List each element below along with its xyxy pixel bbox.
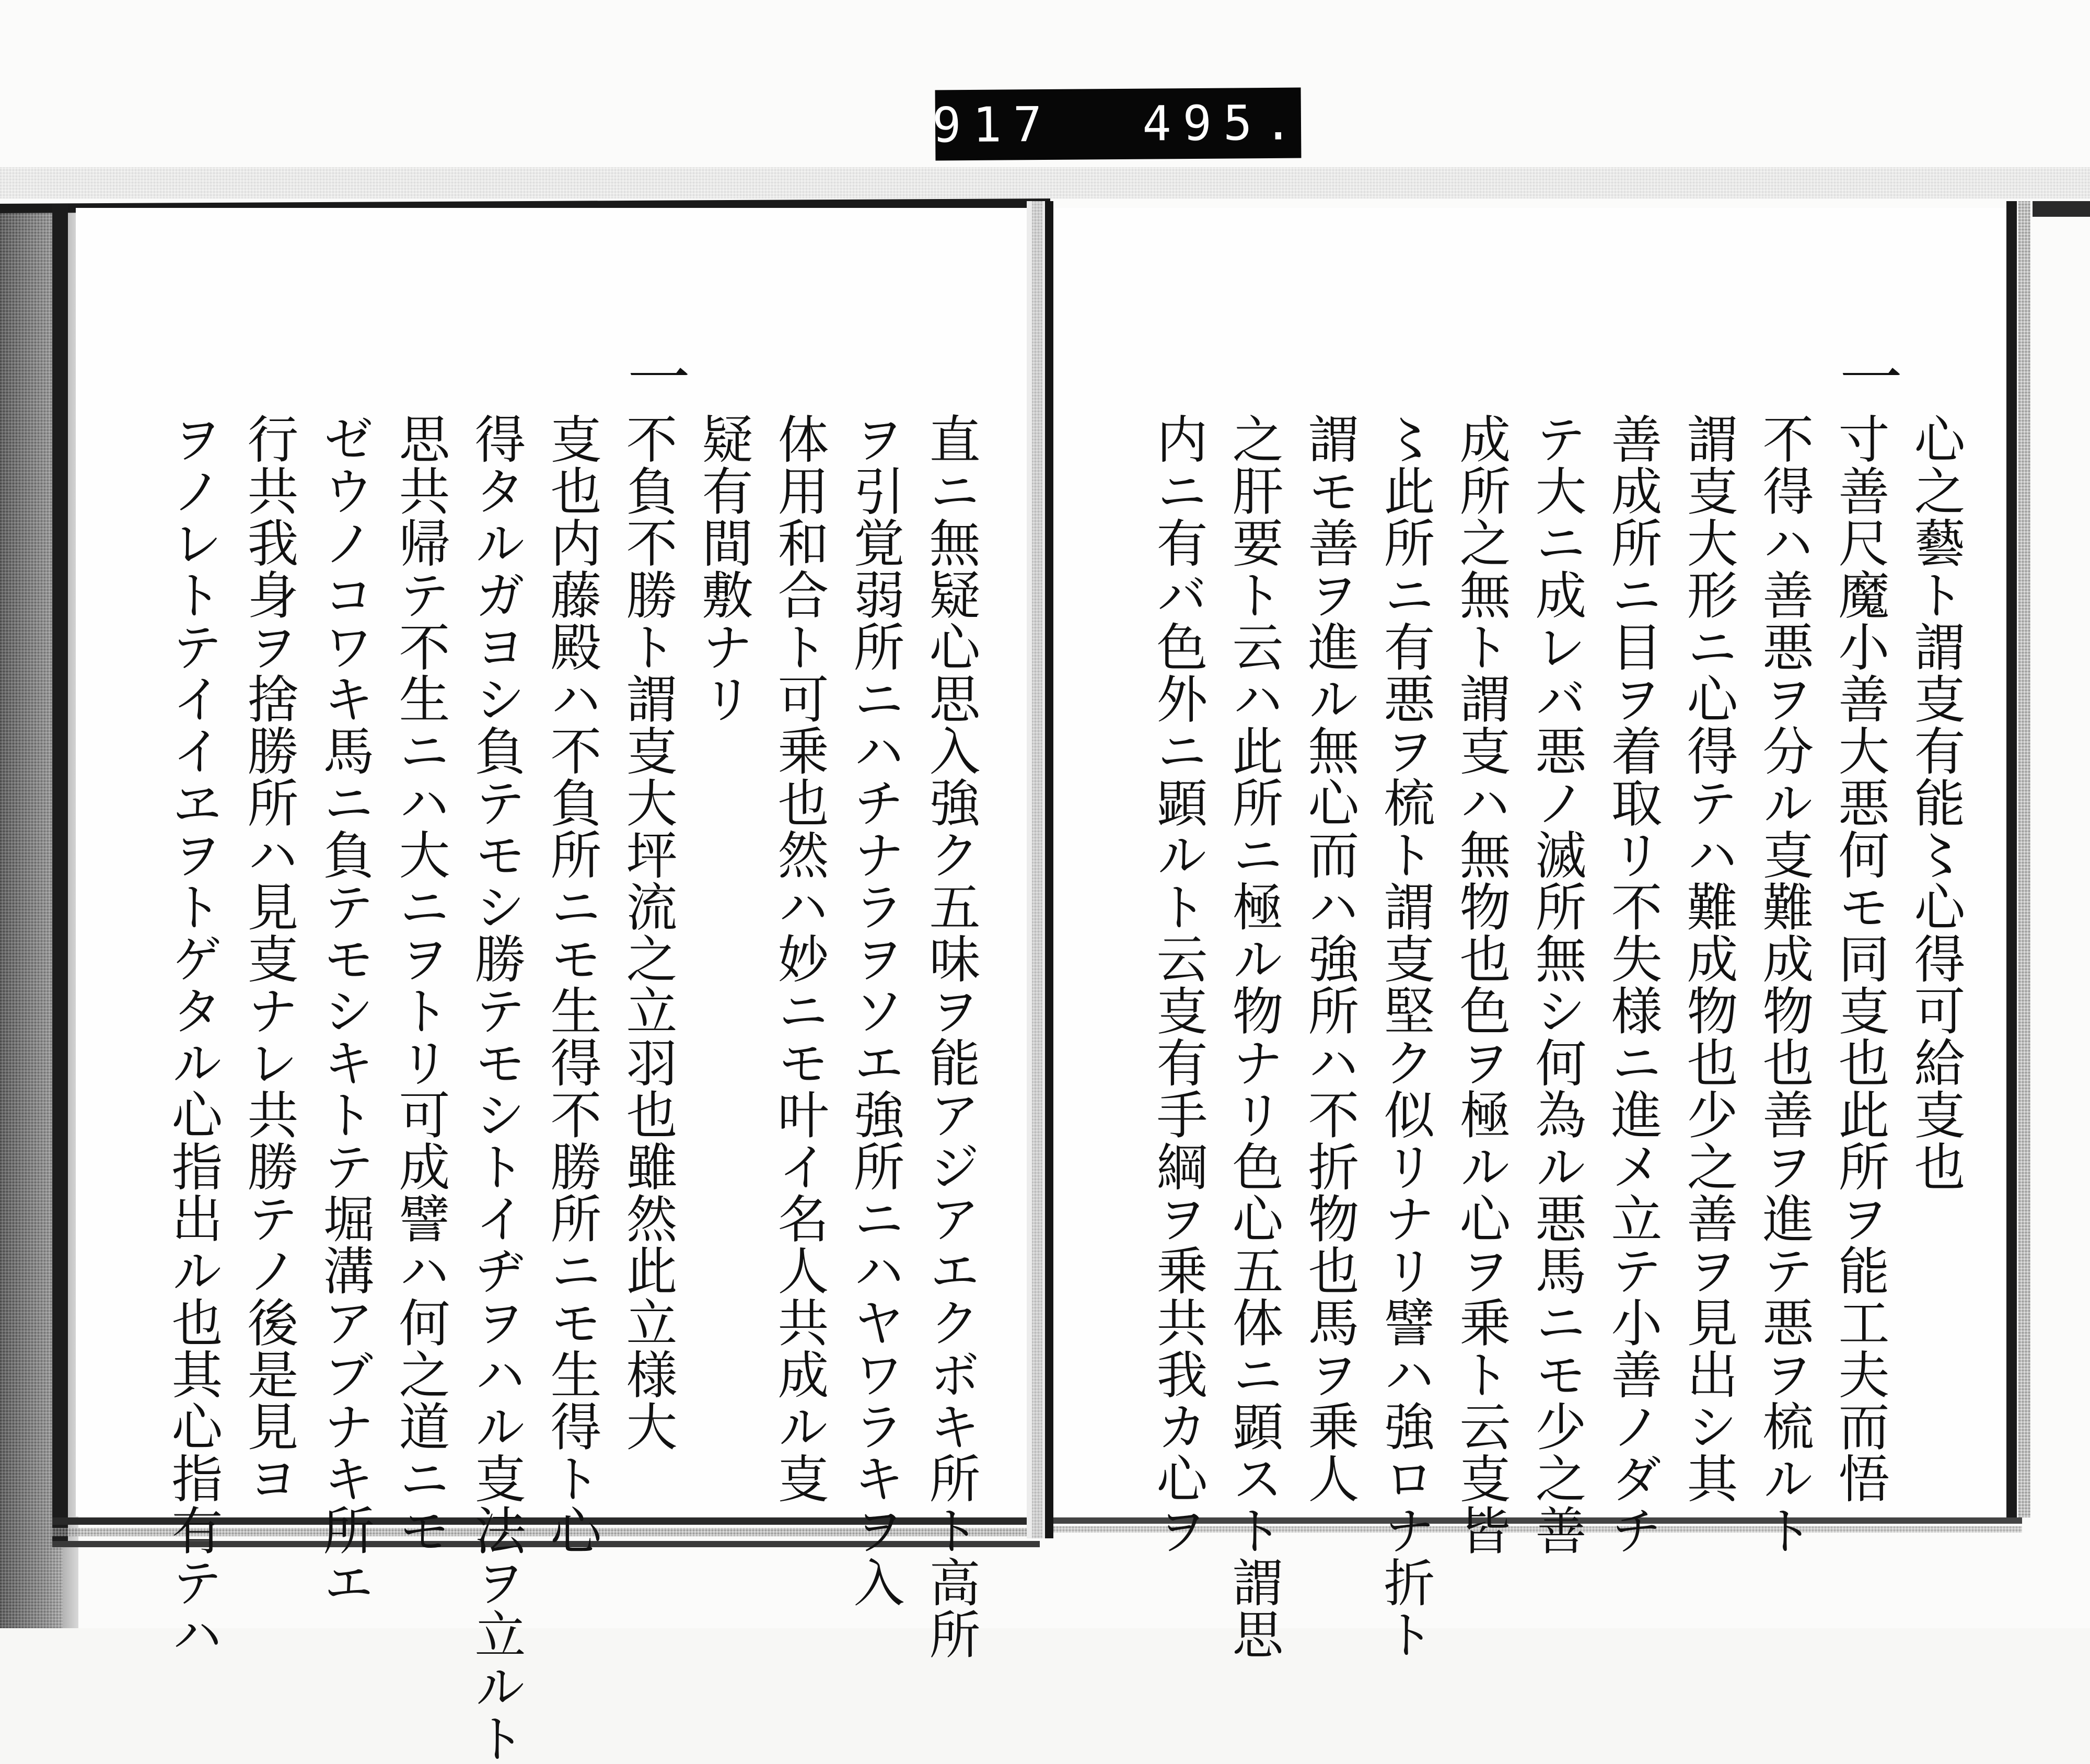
left-cover-edge xyxy=(52,204,68,1541)
text-line: 疑有間敷ナリ xyxy=(693,413,753,725)
text-line: 得タルガヨシ負テモシ勝テモシトイヂヲハル㕝法ヲ立ルト xyxy=(466,413,526,1764)
text-line: 謂㕝大形ニ心得テハ難成物也少之善ヲ見出シ其 xyxy=(1678,413,1738,1504)
text-line: ゼウノコワキ馬ニ負テモシキトテ堀溝アブナキ所エ xyxy=(315,413,374,1608)
text-line: 謂モ善ヲ進ル無心而ハ強所ハ不折物也馬ヲ乗人 xyxy=(1299,413,1359,1504)
frame-number: 495. xyxy=(1142,95,1305,152)
item-marker: 一 xyxy=(617,345,690,407)
text-line: 成所之無ト謂㕝ハ無物也色ヲ極ル心ヲ乗ト云㕝皆 xyxy=(1451,413,1511,1556)
text-line: ヲノレトテイイヱヲトゲタル心指出ル也其心指有テハ xyxy=(163,413,223,1660)
text-line: 㕝也内藤殿ハ不負所ニモ生得不勝所ニモ生得ト心 xyxy=(542,413,601,1556)
text-line: 不得ハ善悪ヲ分ル㕝難成物也善ヲ進テ悪ヲ梳ルト xyxy=(1754,413,1814,1556)
text-line: 不負不勝ト謂㕝大坪流之立羽也雖然此立様大 xyxy=(618,413,677,1452)
left-page xyxy=(76,204,1032,1764)
microfilm-label-tag xyxy=(932,88,1305,161)
text-line: テ大ニ成レバ悪ノ滅所無シ何為ル悪馬ニモ少之善 xyxy=(1527,413,1586,1556)
text-line: 寸善尺魔小善大悪何モ同㕝也此所ヲ能工夫而悟 xyxy=(1830,413,1889,1504)
text-line: ヲ引覚弱所ニハチナラヲソエ強所ニハヤワラキヲ入 xyxy=(845,413,904,1608)
text-line: 〻此所ニ有悪ヲ梳ト謂㕝堅ク似リナリ譬ハ強ロナ折ト xyxy=(1375,413,1435,1660)
right-page xyxy=(1050,204,2012,1660)
item-marker: 一 xyxy=(1829,345,1902,407)
right-page-heading: 心之藝ト謂㕝有能〻心得可給㕝也 xyxy=(1906,413,1965,1193)
text-line: 直ニ無疑心思入強ク五味ヲ能アジアエクボキ所ト高所 xyxy=(921,413,980,1660)
volume-number: 917 xyxy=(932,96,1054,154)
text-line: 体用和合ト可乗也然ハ妙ニモ叶イ名人共成ル㕝 xyxy=(769,413,829,1504)
text-line: 之肝要ト云ハ此所ニ極ル物ナリ色心五体ニ顕スト謂思 xyxy=(1224,413,1283,1660)
text-line: 思共帰テ不生ニハ大ニヲトリ可成譬ハ何之道ニモ xyxy=(390,413,450,1556)
text-line: 行共我身ヲ捨勝所ハ見㕝ナレ共勝テノ後是見ヨ xyxy=(239,413,298,1504)
text-line: 内ニ有バ色外ニ顕ルト云㕝有手綱ヲ乗共我カ心ヲ xyxy=(1148,413,1207,1556)
text-line: 善成所ニ目ヲ着取リ不失様ニ進メ立テ小善ノダチ xyxy=(1603,413,1662,1556)
